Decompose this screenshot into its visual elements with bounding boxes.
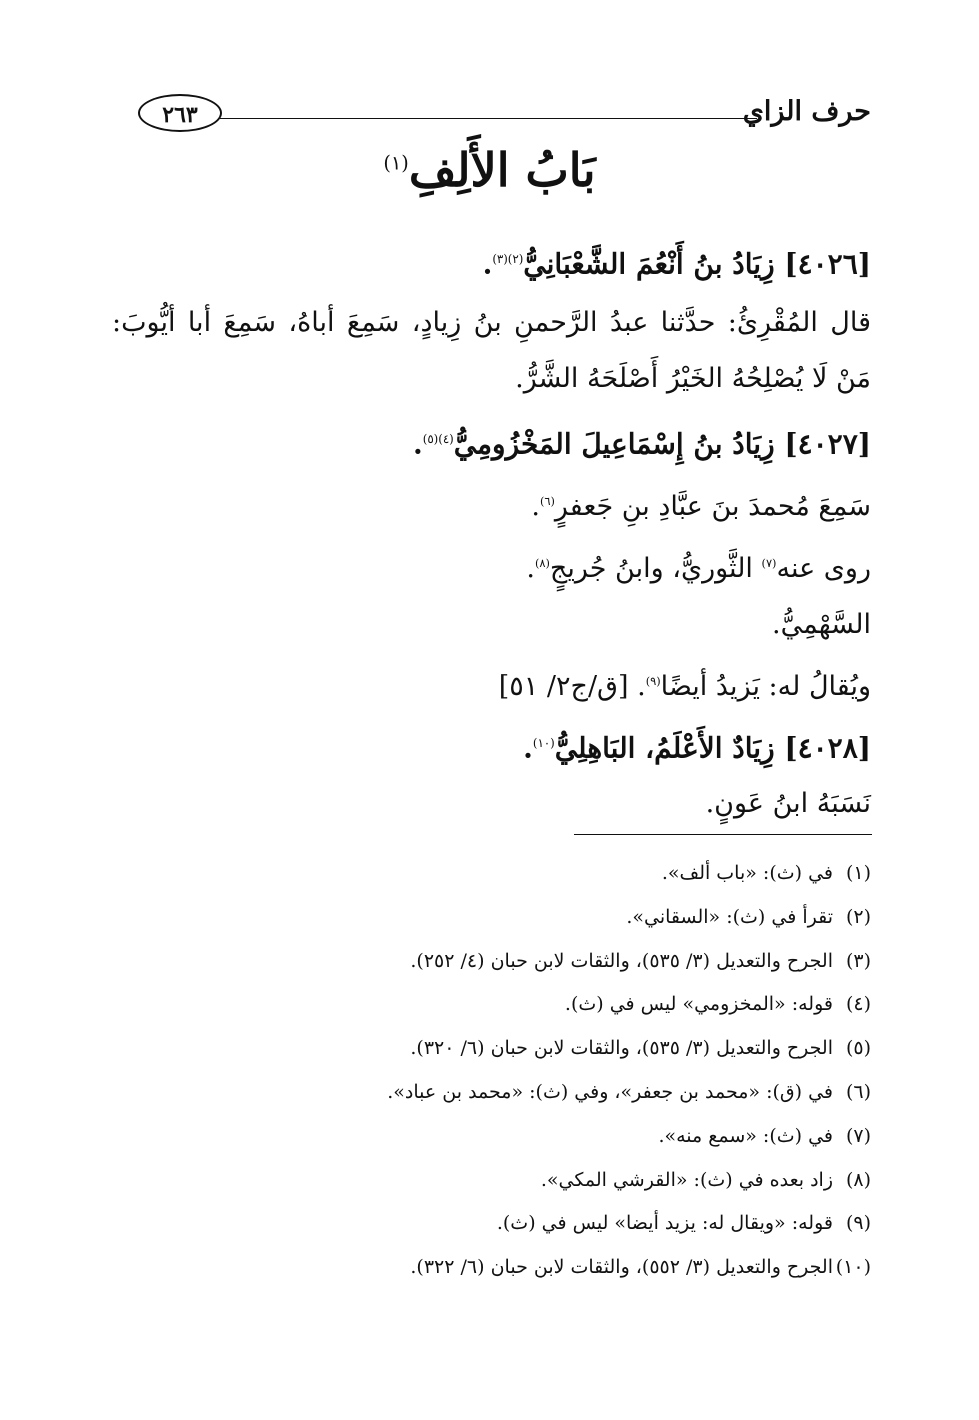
footnote-text: زاد بعده في (ث): «القرشي المكي». [540, 1168, 833, 1191]
header-rule [220, 118, 757, 119]
footnote-text: في (ث): «سمع منه». [658, 1124, 833, 1147]
entry-tail: . [482, 247, 493, 281]
footnote-text: الجرح والتعديل (٣/ ٥٥٢)، والثقات لابن حبان (٦/ ٣٢٢). [410, 1256, 833, 1279]
footnote [100, 1246, 871, 1290]
narration-tail: . [ق/ج٢/ ٥١] [498, 670, 646, 702]
page-number: ٢٦٣ [138, 94, 222, 132]
narration-body-2: الثَّوريُّ، وابنُ جُريجٍ [549, 552, 762, 584]
footnote-text: في (ث): «باب ألف». [661, 862, 833, 884]
footnote-marker: (٦) [539, 493, 555, 508]
footnote-number: (١) [845, 862, 871, 884]
footnote-number: (١٠) [835, 1256, 871, 1279]
narration-text [112, 653, 871, 715]
entry-heading [112, 715, 871, 776]
footnote [100, 1202, 871, 1246]
footnote-number: (٢) [845, 905, 871, 928]
narration-tail: . [531, 490, 540, 522]
footnote-marker: (٢)(٣) [492, 252, 524, 266]
narration-body: روى عنه [776, 552, 871, 584]
footnote [100, 983, 871, 1027]
footnote [100, 1027, 871, 1071]
entry-label: [٤٠٢٦] زِيَادُ بنُ أَنْعُمَ الشَّعْبَانِيُّ [523, 247, 871, 281]
narration-body: سَمِعَ مُحمدَ بنَ عبَّادِ بنِ جَعفرٍ [554, 490, 871, 522]
footnote-number: (٨) [845, 1168, 871, 1191]
footnote [100, 896, 871, 940]
footnote-number: (٧) [845, 1124, 871, 1147]
footnote-text: الجرح والتعديل (٣/ ٥٣٥)، والثقات لابن حبان (٦/ ٣٢٠). [410, 1037, 833, 1060]
entry-tail: . [412, 427, 423, 461]
footnote-marker: (٧) [761, 555, 777, 570]
narration-body: نَسَبَهُ ابنُ عَونٍ. [705, 787, 871, 819]
narration-text [112, 776, 871, 832]
entry-tail: . [523, 730, 533, 764]
narration-body: قال المُقْرِئُ: حدَّثنا عبدُ الرَّحمنِ بنُ زِيادٍ، سَمِعَ أباهُ، سَمِعَ أبا أيُّوبَ: مَنْ لَا يُصْلِحُهُ الخَيْرُ أَصْلَحَهُ الشَّرُّ. [112, 307, 871, 395]
footnote-text: قوله: «المخزومي» ليس في (ث). [564, 993, 833, 1016]
footnote-marker: (١٠) [532, 735, 555, 750]
narration-tail: . [526, 552, 535, 584]
running-head: حرف الزاي [742, 96, 871, 127]
narration-body: السَّهْمِيُّ. [772, 608, 871, 640]
footnote-number: (٣) [845, 949, 871, 972]
footnote [100, 1159, 871, 1203]
footnote-text: تقرأ في (ث): «السقاني». [626, 905, 833, 928]
entry-heading [112, 232, 871, 291]
footnote [100, 1115, 871, 1159]
chapter-title [0, 143, 979, 197]
footnote-text: قوله: «ويقال له: يزيد أيضا» ليس في (ث). [496, 1212, 833, 1235]
footnotes [100, 852, 871, 1290]
footnote [100, 1071, 871, 1115]
footnote-marker: (٩) [645, 673, 661, 688]
footnote-marker: (١) [383, 151, 409, 175]
footnote-number: (٤) [845, 993, 871, 1016]
footnote-text: في (ق): «محمد بن جعفر»، وفي (ث): «محمد بن عباد». [387, 1080, 833, 1103]
entry-label: [٤٠٢٧] زِيَادُ بنُ إِسْمَاعِيلَ المَخْزُومِيُّ [453, 427, 871, 461]
footnote-marker: (٤)(٥) [422, 432, 454, 447]
chapter-title-text: بَابُ الأَلِفِ [408, 143, 596, 197]
narration-text [112, 535, 871, 597]
narration-body: ويُقالُ له: يَزيدُ أيضًا [660, 670, 871, 702]
narration-text [112, 597, 871, 653]
narration-text [112, 473, 871, 535]
footnote-number: (٩) [845, 1212, 871, 1235]
footnote-separator [574, 834, 872, 835]
footnote-text: الجرح والتعديل (٣/ ٥٣٥)، والثقات لابن حبان (٤/ ٢٥٢). [410, 949, 833, 972]
main-text [112, 232, 871, 832]
footnote-number: (٦) [845, 1080, 871, 1103]
footnote [100, 940, 871, 984]
footnote-number: (٥) [845, 1037, 871, 1060]
footnote [100, 852, 871, 896]
narration-text [112, 295, 871, 407]
entry-label: [٤٠٢٨] زِيَادٌ الأَعْلَمُ، البَاهِلِيُّ [554, 730, 871, 764]
entry-heading [112, 411, 871, 472]
footnote-marker: (٨) [534, 555, 550, 570]
